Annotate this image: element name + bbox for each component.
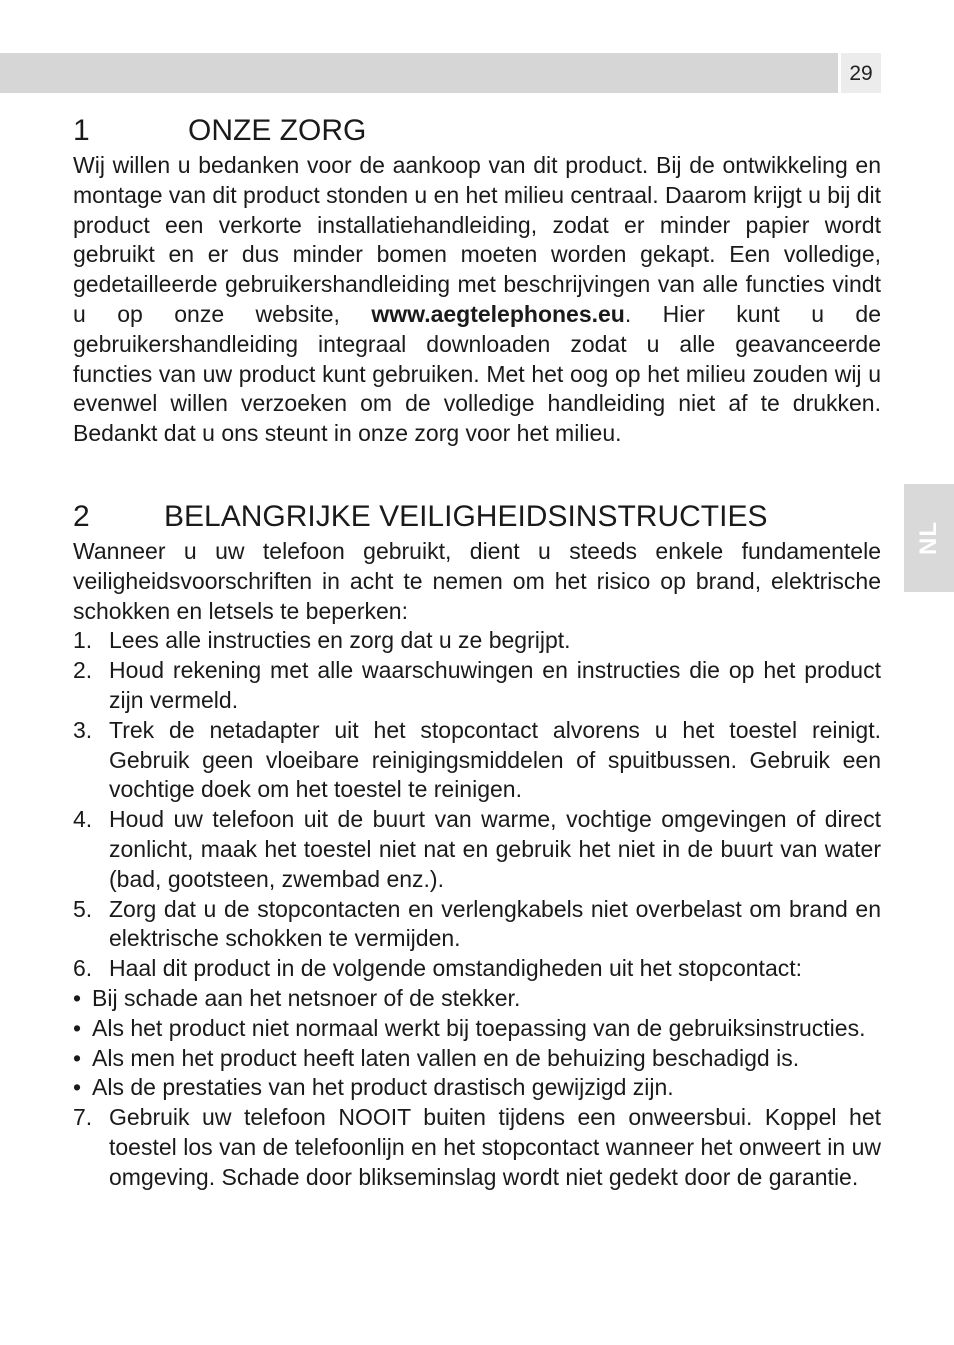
page-content bbox=[73, 111, 881, 1193]
section-1-number: 1 bbox=[73, 114, 90, 147]
bullet-item bbox=[73, 984, 881, 1014]
language-tab bbox=[904, 484, 954, 592]
list-item-text: Lees alle instructies en zorg dat u ze begrijpt. bbox=[109, 627, 571, 654]
list-item bbox=[73, 716, 881, 805]
list-item-text: Trek de netadapter uit het stopcontact alvorens u het toestel reinigt. Gebruik geen vloeibare reinigingsmiddelen of spuitbussen. Gebruik een vochtige doek om het toestel te reinigen. bbox=[109, 716, 881, 803]
list-item bbox=[73, 805, 881, 894]
section-2-intro: Wanneer u uw telefoon gebruikt, dient u steeds enkele fundamentele veiligheidsvoorschriften in acht te nemen om het risico op brand, elektrische schokken en letsels te beperken: bbox=[73, 537, 881, 624]
list-item-text: Haal dit product in de volgende omstandigheden uit het stopcontact: bbox=[109, 955, 803, 982]
list-item-number: 2. bbox=[73, 657, 93, 684]
bullet-item bbox=[73, 1073, 881, 1103]
list-item-number: 1. bbox=[73, 627, 93, 654]
website-link[interactable]: www.aegtelephones.eu bbox=[371, 300, 625, 327]
section-1-text-before-link: Wij willen u bedanken voor de aankoop van dit product. Bij de ontwikkeling en montage van dit product stonden u en het milieu centraal. Daarom krijgt u bij dit product een verkorte installatiehandleiding, zodat er minder papier wordt gebruikt en er dus minder bomen moeten worden gekapt. Een volledige, gedetailleerde gebruikershandleiding met beschrijvingen van alle functies vindt u op onze website, bbox=[73, 152, 881, 327]
bullet-text: Als de prestaties van het product drastisch gewijzigd zijn. bbox=[92, 1074, 674, 1101]
unplug-conditions-list bbox=[73, 984, 881, 1103]
list-item-number: 6. bbox=[73, 955, 93, 982]
list-item-number: 3. bbox=[73, 716, 93, 743]
language-tab-label: NL bbox=[915, 521, 942, 555]
list-item-text: Houd uw telefoon uit de buurt van warme, vochtige omgevingen of direct zonlicht, maak het toestel niet nat en gebruik het niet in de buurt van water (bad, gootsteen, zwembad enz.). bbox=[109, 806, 881, 892]
list-item-text: Houd rekening met alle waarschuwingen en instructies die op het product zijn vermeld. bbox=[109, 657, 881, 713]
bullet-text: Als men het product heeft laten vallen en de behuizing beschadigd is. bbox=[92, 1044, 800, 1071]
section-2-title: BELANGRIJKE VEILIGHEIDSINSTRUCTIES bbox=[164, 499, 768, 533]
list-item-number: 5. bbox=[73, 895, 93, 922]
bullet-item bbox=[73, 1044, 881, 1074]
section-1-paragraph bbox=[73, 151, 881, 449]
bullet-text: Als het product niet normaal werkt bij toepassing van de gebruiksinstructies. bbox=[92, 1014, 866, 1041]
section-2 bbox=[73, 497, 881, 1193]
section-1-title: ONZE ZORG bbox=[188, 114, 367, 147]
list-item bbox=[73, 1103, 881, 1192]
bullet-marker: • bbox=[73, 1044, 82, 1071]
section-1-text-after-link: . Hier kunt u de gebruikershandleiding integraal downloaden zodat u alle geavanceerde functies van uw product kunt gebruiken. Met het oog op het milieu zouden wij u evenwel willen verzoeken om de volledige handleiding niet af te drukken. Bedankt dat u ons steunt in onze zorg voor het milieu. bbox=[73, 300, 882, 447]
safety-instructions-list bbox=[73, 626, 881, 984]
list-item bbox=[73, 895, 881, 955]
bullet-marker: • bbox=[73, 1014, 82, 1041]
bullet-marker: • bbox=[73, 1074, 82, 1101]
bullet-text: Bij schade aan het netsnoer of de stekker. bbox=[92, 984, 521, 1011]
safety-instructions-list-continued bbox=[73, 1103, 881, 1192]
section-1-heading bbox=[73, 111, 881, 151]
header-bar bbox=[0, 53, 838, 93]
list-item bbox=[73, 954, 881, 984]
list-item bbox=[73, 656, 881, 716]
section-2-heading bbox=[73, 497, 881, 537]
list-item-number: 7. bbox=[73, 1104, 93, 1131]
section-2-number: 2 bbox=[73, 499, 90, 533]
bullet-item bbox=[73, 1014, 881, 1044]
list-item-number: 4. bbox=[73, 806, 93, 833]
list-item bbox=[73, 626, 881, 656]
list-item-text: Gebruik uw telefoon NOOIT buiten tijdens een onweersbui. Koppel het toestel los van de telefoonlijn en het stopcontact wanneer het onweert in uw omgeving. Schade door blikseminslag wordt niet gedekt door de garantie. bbox=[109, 1104, 881, 1190]
bullet-marker: • bbox=[73, 984, 82, 1011]
list-item-text: Zorg dat u de stopcontacten en verlengkabels niet overbelast om brand en elektrische schokken te vermijden. bbox=[109, 895, 881, 952]
page-number: 29 bbox=[841, 53, 881, 93]
